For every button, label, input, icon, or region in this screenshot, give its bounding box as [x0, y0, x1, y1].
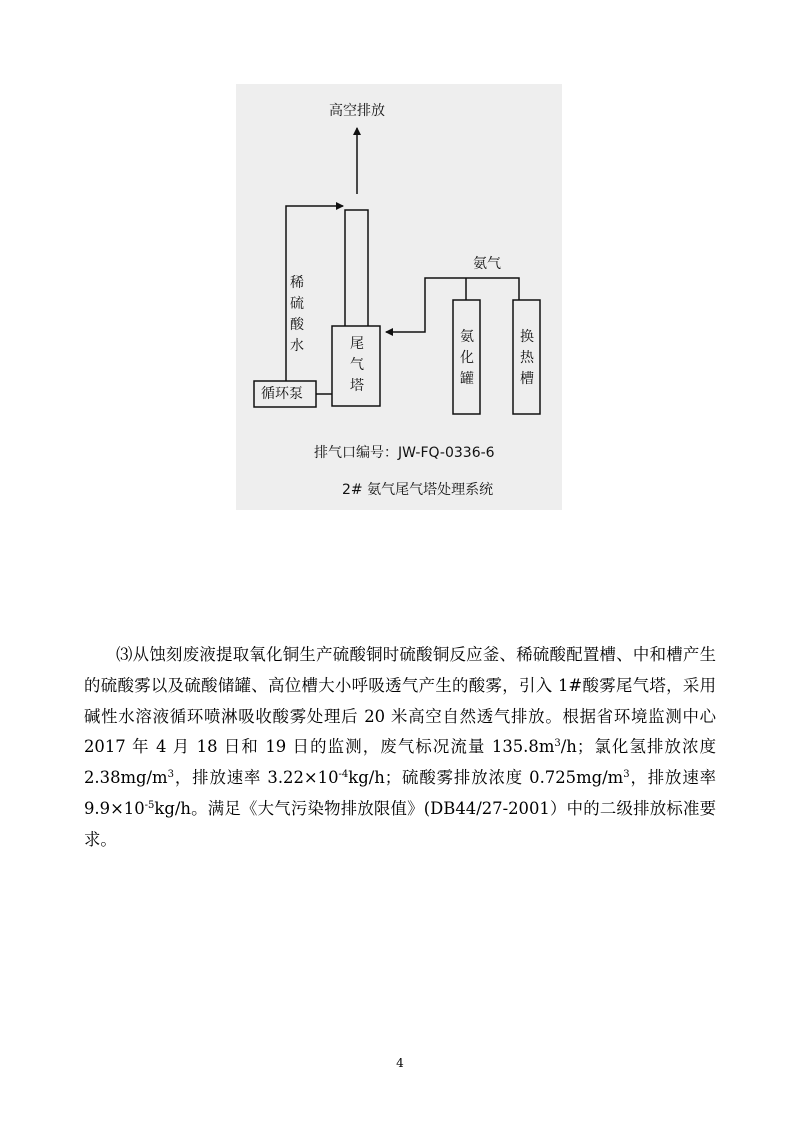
page-number: 4: [396, 1056, 404, 1070]
dilute-acid-label: 稀硫酸水: [290, 275, 304, 354]
ammoniation-tank-label: 氨化罐: [460, 329, 474, 387]
tower-stack: [345, 210, 368, 330]
high-altitude-emission-label: 高空排放: [329, 103, 385, 119]
flow-diagram: [236, 84, 562, 510]
paragraph-text-2: /h；氯化氢排放浓度 2.38mg/m: [84, 737, 717, 788]
superscript-3: -4: [338, 769, 349, 781]
paragraph-text-5: ，排放速率 9.9×10: [84, 768, 717, 818]
paragraph-text-3: ，排放速率 3.22×10: [173, 768, 339, 788]
paragraph-text-6: kg/h。满足《大气污染物排放限值》(DB44/27-2001）中的二级排放标准要求。: [84, 798, 716, 849]
ammonia-gas-label: 氨气: [473, 256, 501, 272]
superscript-1: 3: [554, 738, 561, 750]
pump-label: 循环泵: [261, 386, 303, 402]
diagram-caption: 2# 氨气尾气塔处理系统: [342, 482, 494, 498]
superscript-2: 3: [167, 769, 174, 781]
heat-exchange-label: 换热槽: [520, 329, 534, 387]
body-paragraph: [84, 640, 716, 856]
paragraph-text-1: ⑶从蚀刻废液提取氧化铜生产硫酸铜时硫酸铜反应釜、稀硫酸配置槽、中和槽产生的硫酸雾以及硫酸储罐、高位槽大小呼吸透气产生的酸雾，引入 1#酸雾尾气塔，采用碱性水溶液循环喷淋吸收酸雾处理后 20 米高空自然透气排放。根据省环境监测中心 2017 年 4 月 18 日和 19 日的监测，废气标况流量 135.8m: [84, 645, 716, 757]
superscript-5: -5: [144, 799, 155, 811]
paragraph-text-4: kg/h；硫酸雾排放浓度 0.725mg/m: [348, 768, 624, 788]
superscript-4: 3: [623, 769, 630, 781]
tower-label: 尾气塔: [350, 336, 364, 394]
outlet-number-label: 排气口编号：JW-FQ-0336-6: [314, 445, 495, 461]
